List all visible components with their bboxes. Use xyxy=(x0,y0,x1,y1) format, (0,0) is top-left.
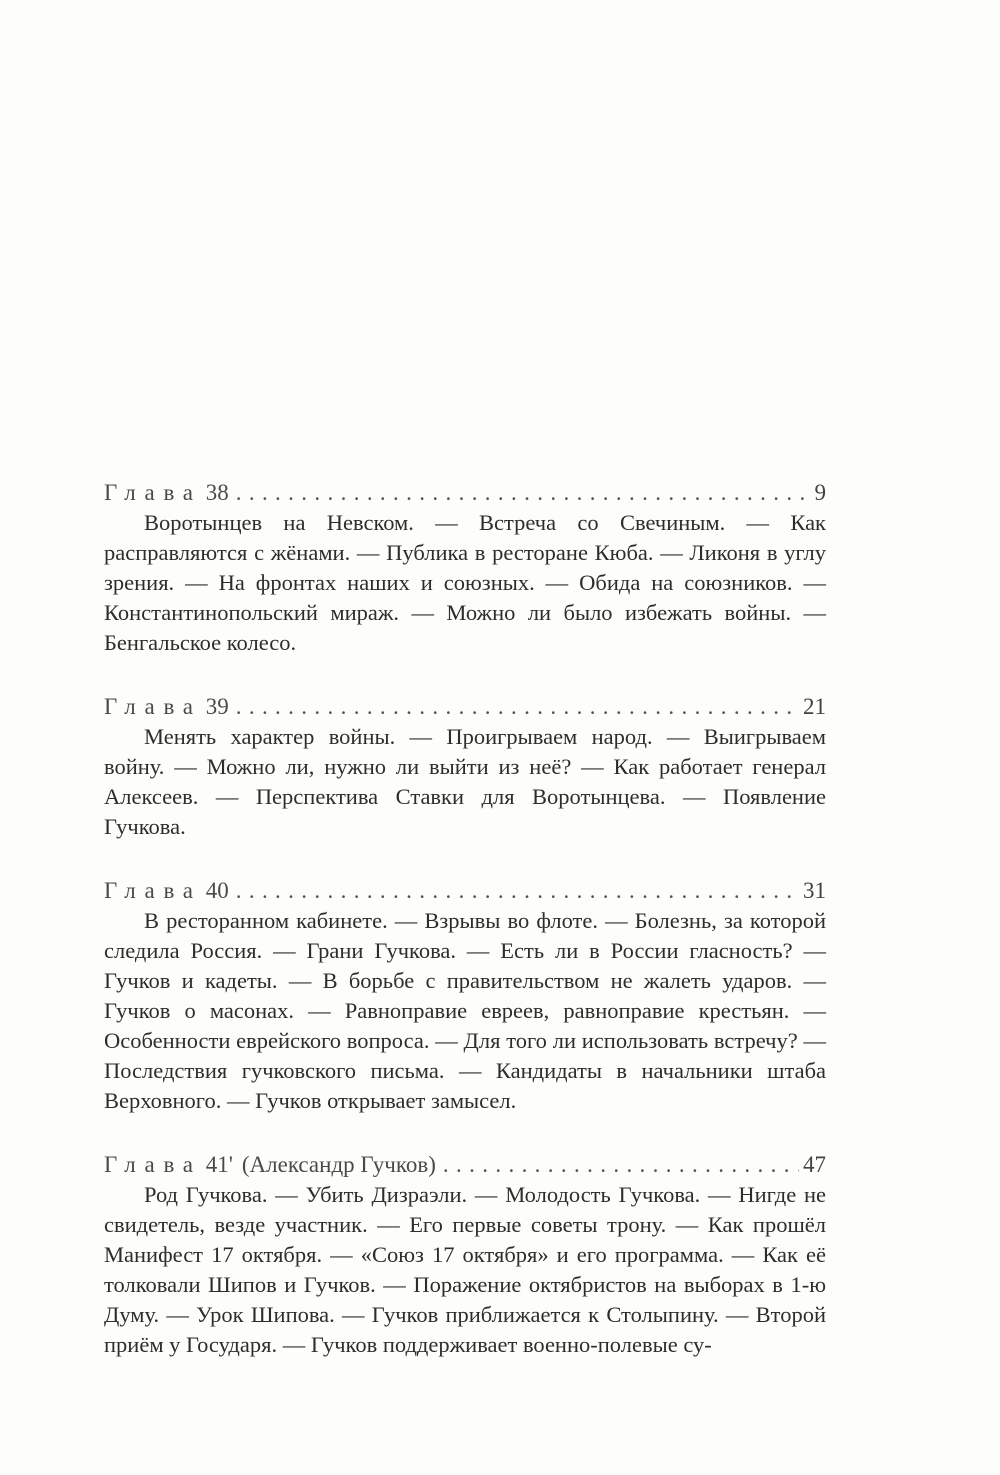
chapter-number: 40 xyxy=(205,878,229,903)
chapter-heading xyxy=(104,876,826,906)
toc-entry xyxy=(104,1150,826,1360)
dots-leader xyxy=(236,478,811,508)
chapter-number: 38 xyxy=(205,480,229,505)
dots-leader xyxy=(443,1150,799,1180)
chapter-title: (Александр Гучков) xyxy=(241,1152,436,1177)
page-number: 9 xyxy=(814,480,826,505)
chapter-label: Глава xyxy=(104,480,202,505)
chapter-summary: Менять характер войны. — Проигрываем народ. — Выигрываем войну. — Можно ли, нужно ли выйти из неё? — Как работает генерал Алексеев. — Перспектива Ставки для Воротынцева. — Появление Гучкова. xyxy=(104,724,826,839)
chapter-summary: В ресторанном кабинете. — Взрывы во флоте. — Болезнь, за которой следила Россия. — Грани Гучкова. — Есть ли в России гласность? — Гучков и кадеты. — В борьбе с правительством не жалеть ударов. — Гучков о масонах. — Равноправие евреев, равноправие крестьян. — Особенности еврейского вопроса. — Для того ли использовать встречу? — Последствия гучковского письма. — Кандидаты в начальники штаба Верховного. — Гучков открывает замысел. xyxy=(104,908,826,1113)
chapter-label: Глава xyxy=(104,694,202,719)
chapter-heading xyxy=(104,478,826,508)
chapter-label: Глава xyxy=(104,878,202,903)
chapter-label: Глава xyxy=(104,1152,202,1177)
chapter-number: 39 xyxy=(205,694,229,719)
chapter-summary: Род Гучкова. — Убить Дизраэли. — Молодость Гучкова. — Нигде не свидетель, везде участник. — Его первые советы трону. — Как прошёл Манифест 17 октября. — «Союз 17 октября» и его программа. — Как её толковали Шипов и Гучков. — Поражение октябристов на выборах в 1-ю Думу. — Урок Шипова. — Гучков приближается к Столыпину. — Второй приём у Государя. — Гучков поддерживает военно-полевые су- xyxy=(104,1182,826,1357)
page-number: 47 xyxy=(803,1152,826,1177)
chapter-heading xyxy=(104,1150,826,1180)
table-of-contents xyxy=(104,478,826,1394)
page-number: 21 xyxy=(803,694,826,719)
page-number: 31 xyxy=(803,878,826,903)
chapter-number: 41' xyxy=(205,1152,233,1177)
toc-entry xyxy=(104,478,826,658)
dots-leader xyxy=(236,876,799,906)
toc-entry xyxy=(104,692,826,842)
chapter-heading xyxy=(104,692,826,722)
dots-leader xyxy=(236,692,799,722)
chapter-summary: Воротынцев на Невском. — Встреча со Свечиным. — Как расправляются с жёнами. — Публика в ресторане Кюба. — Ликоня в углу зрения. — На фронтах наших и союзных. — Обида на союзников. — Константинопольский мираж. — Можно ли было избежать войны. — Бенгальское колесо. xyxy=(104,510,826,655)
toc-entry xyxy=(104,876,826,1116)
